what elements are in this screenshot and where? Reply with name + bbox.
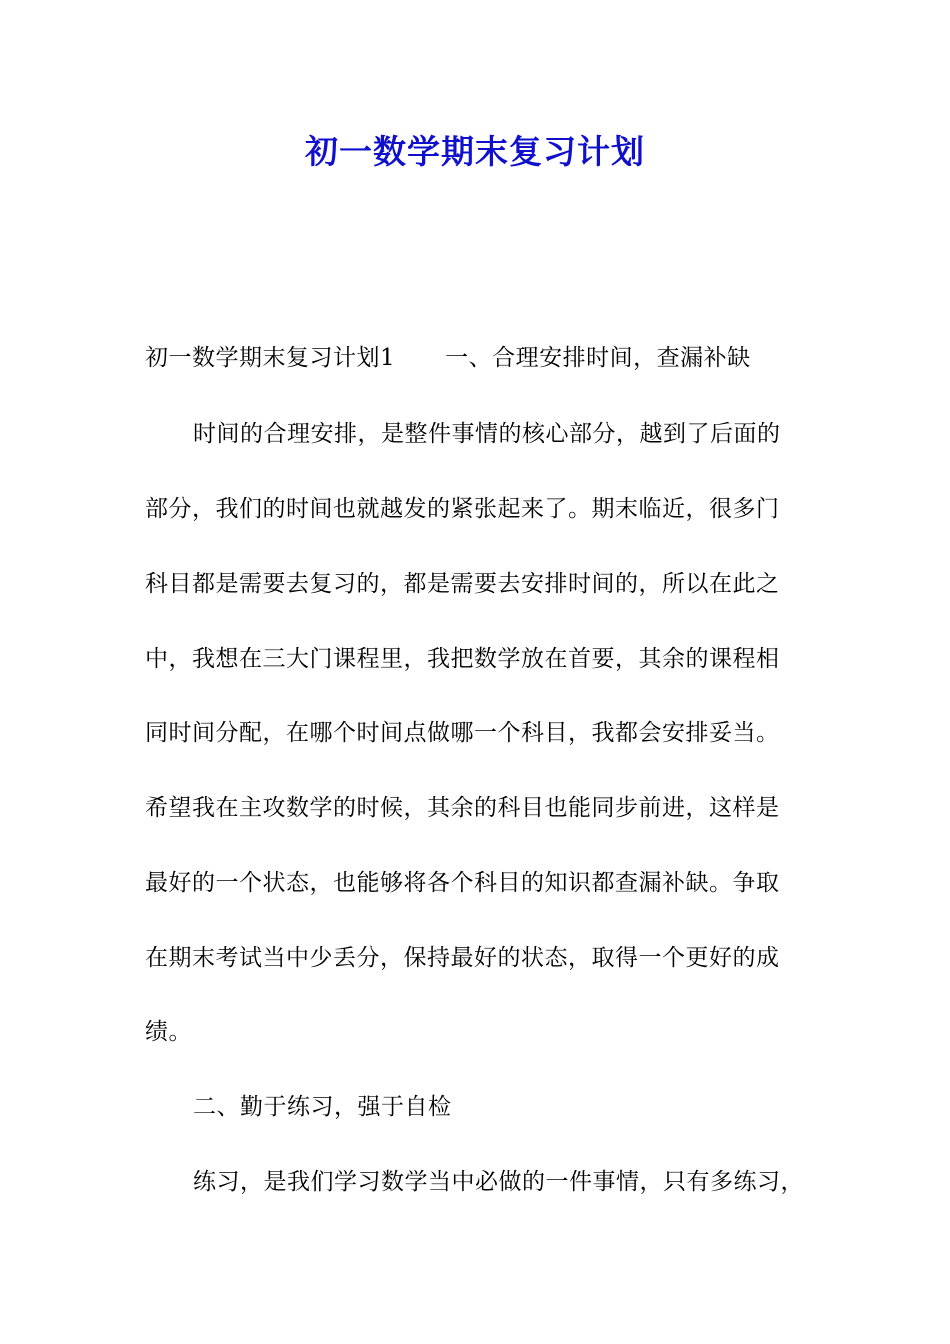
- paragraph-line: 练习，是我们学习数学当中必做的一件事情，只有多练习，: [193, 1169, 804, 1195]
- paragraph-line: 同时间分配，在哪个时间点做哪一个科目，我都会安排妥当。: [145, 720, 780, 746]
- paragraph-line: 中，我想在三大门课程里，我把数学放在首要，其余的课程相: [145, 646, 780, 672]
- paragraph-line: 科目都是需要去复习的，都是需要去安排时间的，所以在此之: [145, 571, 780, 597]
- paragraph-line: 希望我在主攻数学的时候，其余的科目也能同步前进，这样是: [145, 795, 780, 821]
- section-1-title: 一、合理安排时间，查漏补缺: [445, 345, 751, 371]
- heading-line: [145, 341, 810, 375]
- paragraph-line: 最好的一个状态，也能够将各个科目的知识都查漏补缺。争取: [145, 870, 780, 896]
- section-2-title: 二、勤于练习，强于自检: [193, 1094, 452, 1120]
- paragraph-line: 时间的合理安排，是整件事情的核心部分，越到了后面的: [193, 421, 781, 447]
- paragraph-line: 在期末考试当中少丢分，保持最好的状态，取得一个更好的成: [145, 945, 780, 971]
- plan-heading-label: 初一数学期末复习计划1: [145, 345, 396, 371]
- paragraph-line: 部分，我们的时间也就越发的紧张起来了。期末临近，很多门: [145, 496, 780, 522]
- document-title: 初一数学期末复习计划: [305, 132, 645, 171]
- paragraph-line: 绩。: [145, 1019, 192, 1045]
